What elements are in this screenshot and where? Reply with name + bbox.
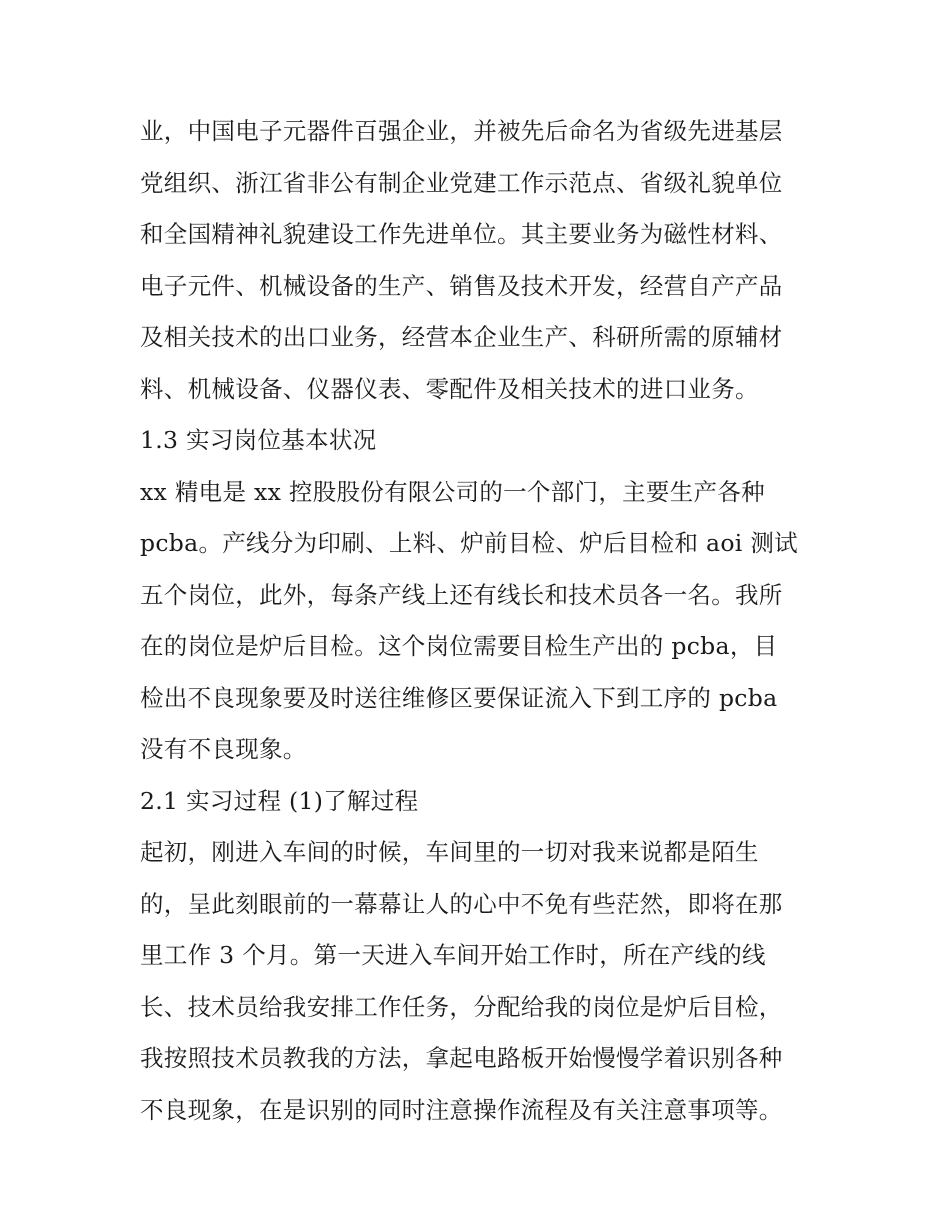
text-line: 五个岗位，此外，每条产线上还有线长和技术员各一名。我所 [140, 580, 783, 609]
text-line: 料、机械设备、仪器仪表、零配件及相关技术的进口业务。 [140, 374, 759, 403]
text-line: 起初，刚进入车间的时候，车间里的一切对我来说都是陌生 [140, 838, 759, 866]
text-line: 长、技术员给我安排工作任务，分配给我的岗位是炉后目检， [140, 992, 783, 1021]
section-heading: 1.3 实习岗位基本状况 [140, 426, 377, 454]
text-line: 里工作 3 个月。第一天进入车间开始工作时，所在产线的线 [140, 941, 766, 969]
text-line: 检出不良现象要及时送往维修区要保证流入下到工序的 pcba [140, 683, 778, 712]
text-line: 的，呈此刻眼前的一幕幕让人的心中不免有些茫然，即将在那 [140, 889, 783, 918]
text-line: xx 精电是 xx 控股股份有限公司的一个部门，主要生产各种 [140, 477, 765, 506]
text-line: 及相关技术的出口业务，经营本企业生产、科研所需的原辅材 [140, 323, 783, 351]
text-line: 电子元件、机械设备的生产、销售及技术开发，经营自产产品 [140, 271, 783, 300]
text-line: 没有不良现象。 [140, 735, 307, 763]
text-line: 在的岗位是炉后目检。这个岗位需要目检生产出的 pcba，目 [140, 632, 778, 660]
text-line: pcba。产线分为印刷、上料、炉前目检、炉后目检和 aoi 测试 [140, 529, 798, 557]
text-line: 我按照技术员教我的方法，拿起电路板开始慢慢学着识别各种 [140, 1044, 783, 1072]
text-line: 业，中国电子元器件百强企业，并被先后命名为省级先进基层 [140, 117, 783, 145]
text-line: 党组织、浙江省非公有制企业党建工作示范点、省级礼貌单位 [140, 168, 783, 197]
text-line: 和全国精神礼貌建设工作先进单位。其主要业务为磁性材料、 [140, 220, 783, 248]
text-line: 不良现象，在是识别的同时注意操作流程及有关注意事项等。 [140, 1095, 783, 1124]
section-heading: 2.1 实习过程 (1)了解过程 [140, 786, 419, 815]
document-body [140, 106, 820, 1136]
